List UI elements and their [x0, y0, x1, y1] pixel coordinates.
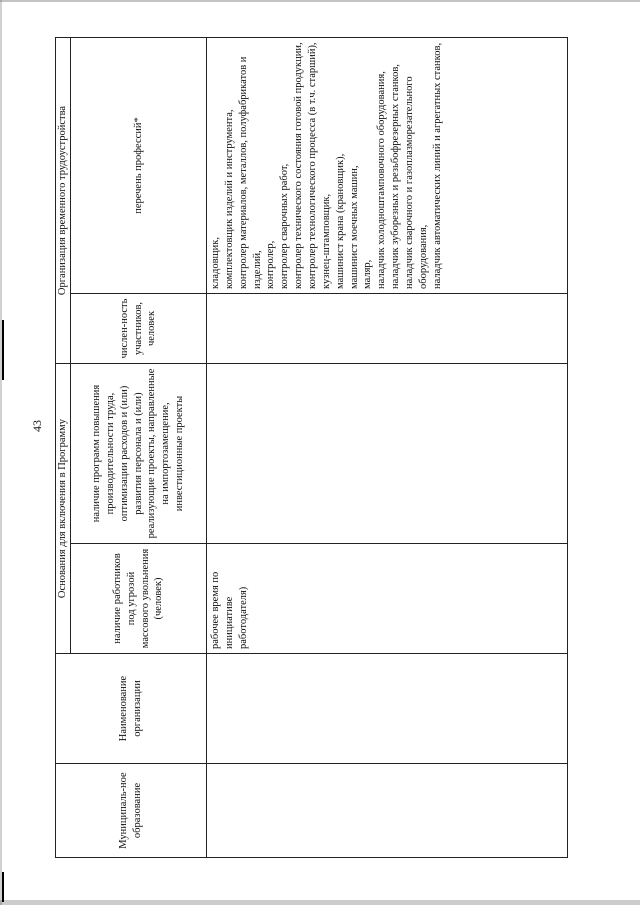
- header-workers-threat: наличие работников под угрозой массового увольнения (человек): [71, 544, 207, 654]
- cell-programs: [207, 364, 568, 544]
- profession-item: машинист крана (крановщик),: [334, 153, 346, 289]
- binding-mark: [2, 320, 4, 380]
- profession-item: машинист моечных машин,: [348, 165, 360, 289]
- header-professions: перечень профессий*: [71, 38, 207, 294]
- header-group-basis: Основания для включения в Программу: [56, 364, 71, 654]
- table-row: [207, 38, 568, 858]
- page-number: 43: [30, 420, 44, 432]
- cell-municipality: [207, 764, 568, 858]
- binding-mark-lower: [2, 872, 4, 902]
- profession-item: контролер сварочных работ,: [279, 163, 291, 289]
- program-table: [55, 37, 568, 858]
- profession-item: кузнец-штамповщик,: [320, 193, 332, 289]
- scan-edge-bottom: [0, 900, 640, 905]
- profession-item: наладчик автоматических линий и агрегатных станков,: [431, 42, 443, 289]
- profession-item: кладовщик,: [210, 237, 221, 289]
- header-org-name: Наименование организации: [56, 654, 207, 764]
- cell-workers-threat: рабочее время по инициативе работодателя): [207, 544, 568, 654]
- profession-item: контролер технологического процесса (в т.ч. старший),: [307, 42, 319, 289]
- cell-org-name: [207, 654, 568, 764]
- cell-professions: [207, 38, 568, 294]
- rotated-table-frame: [55, 38, 568, 858]
- scan-edge-top: [0, 0, 640, 2]
- header-group-organization: Организация временного трудоустройства: [56, 38, 71, 364]
- header-participants: числен-ность участников, человек: [71, 294, 207, 364]
- profession-item: наладчик сварочного и газоплазморезательного оборудования,: [404, 76, 429, 289]
- profession-item: контролер технического состояния готовой продукции,: [293, 42, 305, 289]
- header-programs: наличие программ повышения производительности труда, оптимизации расходов и (или) развития персонала и (или) реализующие проекты, направленные на импортозамещение, инвестиционные проекты: [71, 364, 207, 544]
- cell-participants: [207, 294, 568, 364]
- profession-item: контролер,: [265, 240, 277, 289]
- profession-item: комплектовщик изделий и инструмента,: [223, 109, 235, 289]
- profession-item: наладчик зуборезных и резьбофрезерных станков,: [390, 64, 402, 289]
- profession-item: маляр,: [362, 259, 374, 289]
- profession-item: контролер материалов, металлов, полуфабрикатов и изделий,: [237, 56, 263, 289]
- profession-item: наладчик холодноштамповочного оборудования,: [376, 71, 388, 289]
- profession-list: [209, 42, 445, 289]
- header-municipality: Муниципаль-ное образование: [56, 764, 207, 858]
- scan-edge-left: [0, 0, 2, 905]
